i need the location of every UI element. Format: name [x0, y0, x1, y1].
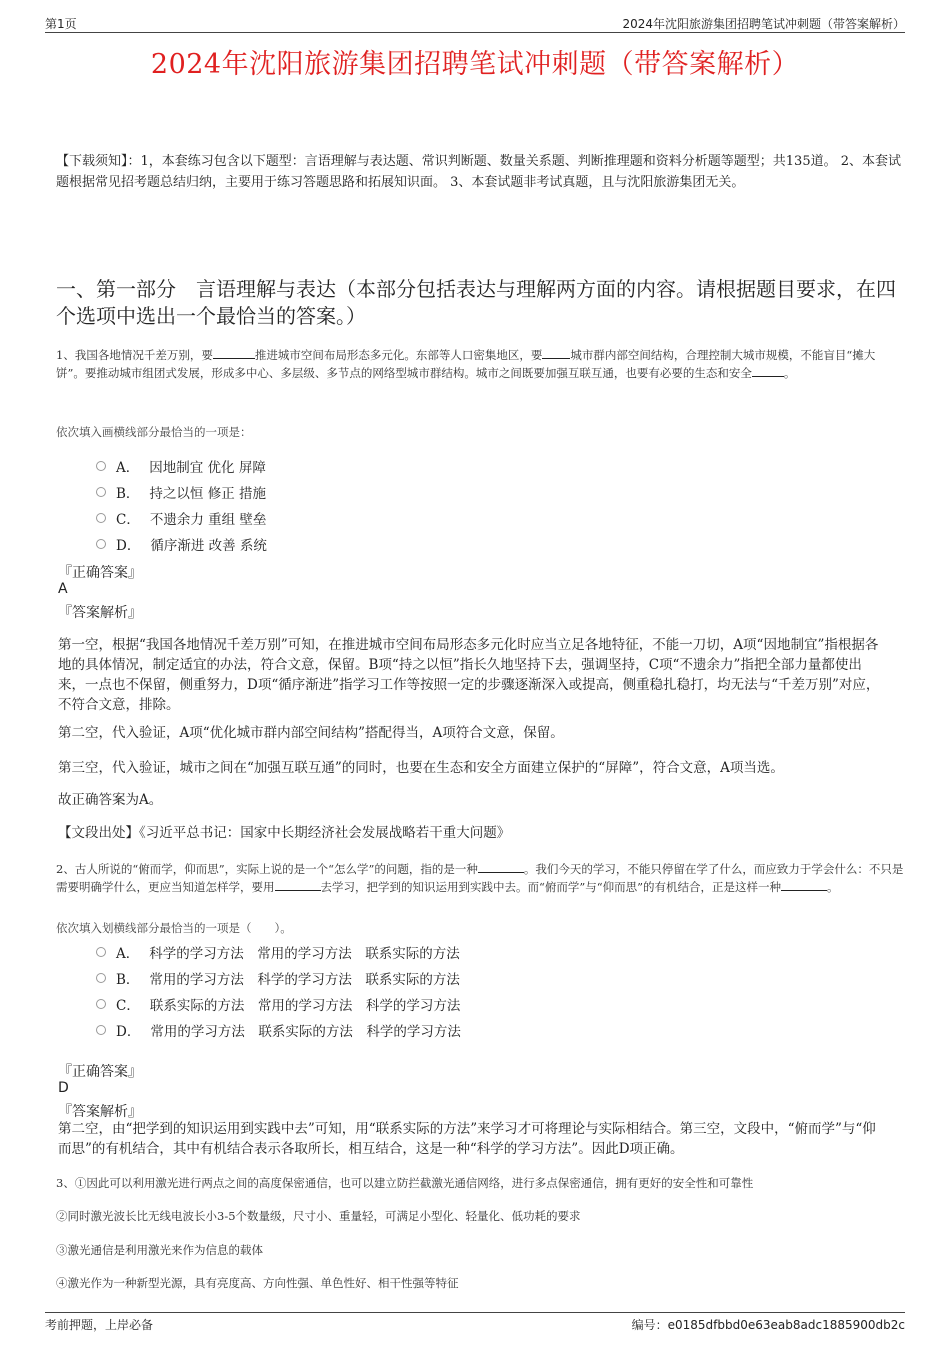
question-3-line-3: ③激光通信是利用激光来作为信息的载体 — [56, 1243, 263, 1257]
radio-icon[interactable] — [96, 947, 106, 957]
q1-analysis-para-3: 第三空，代入验证，城市之间在“加强互联互通”的同时，也要在生态和安全方面建立保护的“屏障”，符合文意，A项当选。 — [58, 760, 784, 776]
question-1-prompt: 依次填入画横线部分最恰当的一项是： — [56, 425, 252, 439]
page-title: 2024年沈阳旅游集团招聘笔试冲刺题（带答案解析） — [150, 49, 800, 80]
radio-icon[interactable] — [96, 1025, 106, 1035]
radio-icon[interactable] — [96, 539, 106, 549]
question-2-prompt: 依次填入划横线部分最恰当的一项是（ ）。 — [56, 921, 292, 935]
question-3-line-1: 3、①因此可以利用激光进行两点之间的高度保密通信，也可以建立防拦截激光通信网络，进行多点保密通信，拥有更好的安全性和可靠性 — [56, 1176, 754, 1190]
q1-analysis-para-2: 第二空，代入验证，A项“优化城市群内部空间结构”搭配得当，A项符合文意，保留。 — [58, 725, 564, 741]
q2-answer-label: 『正确答案』 — [58, 1064, 142, 1080]
footer-rule — [45, 1312, 905, 1313]
question-3-line-2: ②同时激光波长比无线电波长小3-5个数量级，尺寸小、重量轻，可满足小型化、轻量化、低功耗的要求 — [56, 1209, 581, 1223]
header-rule — [45, 32, 905, 33]
q1-analysis-para-1: 第一空，根据“我国各地情况千差万别”可知，在推进城市空间布局形态多元化时应当立足各地特征，不能一刀切，A项“因地制宜”指根据各地的具体情况，制定适宜的办法，符合文意，保留。B项“持之以恒”指长久地坚持下去，强调坚持，C项“不遗余力”指把全部力量都使出来，一点也不保留，侧重努力，D项“循序渐进”指学习工作等按照一定的步骤逐渐深入或提高，侧重稳扎稳打，均无法与“千差万别”对应，不符合文意，排除。 — [58, 637, 880, 713]
q2-option-a[interactable]: A． 科学的学习方法 常用的学习方法 联系实际的方法 — [96, 942, 460, 962]
question-1-stem: 1、我国各地情况千差万别，要 推进城市空间布局形态多元化。东部等人口密集地区，要 城市群内部空间结构，合理控制大城市规模，不能盲目“摊大饼”。要推动城市组团式发展，形成多中心、多层级、多节点的网络型城市群结构。城市之间既要加强互联互通，也要有必要的生态和安全 。 — [56, 348, 876, 380]
section-heading: 一、第一部分 言语理解与表达（本部分包括表达与理解两方面的内容。请根据题目要求，在四个选项中选出一个最恰当的答案。） — [56, 277, 896, 328]
radio-icon[interactable] — [96, 461, 106, 471]
q2-analysis: 第二空，由“把学到的知识运用到实践中去”可知，用“联系实际的方法”来学习才可将理论与实际相结合。第三空，文段中，“俯而学”与“仰而思”的有机结合，其中有机结合表示各取所长，相互结合，这是一种“科学的学习方法”。因此D项正确。 — [58, 1121, 876, 1157]
q2-analysis-label: 『答案解析』 — [58, 1104, 142, 1120]
question-2-stem: 2、古人所说的“俯而学，仰而思”，实际上说的是一个“怎么学”的问题，指的是一种 。我们今天的学习，不能只停留在学了什么，而应致力于学会什么：不只是需要明确学什么，更应当知道怎样学，要用 去学习，把学到的知识运用到实践中去。而“俯而学”与“仰而思”的有机结合，正是这样一种 。 — [56, 862, 904, 894]
q1-source: 【文段出处】《习近平总书记：国家中长期经济社会发展战略若干重大问题》 — [58, 825, 511, 841]
q2-answer: D — [58, 1080, 69, 1096]
radio-icon[interactable] — [96, 973, 106, 983]
q2-option-c[interactable]: C． 联系实际的方法 常用的学习方法 科学的学习方法 — [96, 994, 460, 1014]
q1-option-b[interactable]: B． 持之以恒 修正 措施 — [96, 482, 266, 502]
q1-analysis-label: 『答案解析』 — [58, 605, 142, 621]
page-number: 第1页 — [45, 17, 77, 31]
footer-slogan: 考前押题，上岸必备 — [45, 1318, 154, 1332]
radio-icon[interactable] — [96, 999, 106, 1009]
q2-option-b[interactable]: B． 常用的学习方法 科学的学习方法 联系实际的方法 — [96, 968, 460, 988]
q1-option-d[interactable]: D． 循序渐进 改善 系统 — [96, 534, 267, 554]
q1-answer-label: 『正确答案』 — [58, 565, 142, 581]
radio-icon[interactable] — [96, 513, 106, 523]
q1-option-c[interactable]: C． 不遗余力 重组 壁垒 — [96, 508, 266, 528]
download-notice: 【下载须知】：1，本套练习包含以下题型：言语理解与表达题、常识判断题、数量关系题、判断推理题和资料分析题等题型；共135道。 2、本套试题根据常见招考题总结归纳，主要用于练习答题思路和拓展知识面。 3、本套试题非考试真题，且与沈阳旅游集团无关。 — [56, 154, 901, 190]
q1-option-a[interactable]: A． 因地制宜 优化 屏障 — [96, 456, 266, 476]
question-3-line-4: ④激光作为一种新型光源，具有亮度高、方向性强、单色性好、相干性强等特征 — [56, 1276, 459, 1290]
radio-icon[interactable] — [96, 487, 106, 497]
q2-option-d[interactable]: D． 常用的学习方法 联系实际的方法 科学的学习方法 — [96, 1020, 461, 1040]
q1-answer: A — [58, 581, 68, 597]
q1-analysis-para-4: 故正确答案为A。 — [58, 792, 163, 808]
header-doc-title: 2024年沈阳旅游集团招聘笔试冲刺题（带答案解析） — [622, 17, 905, 31]
footer-code: 编号：e0185dfbbd0e63eab8adc1885900db2c — [631, 1318, 905, 1332]
